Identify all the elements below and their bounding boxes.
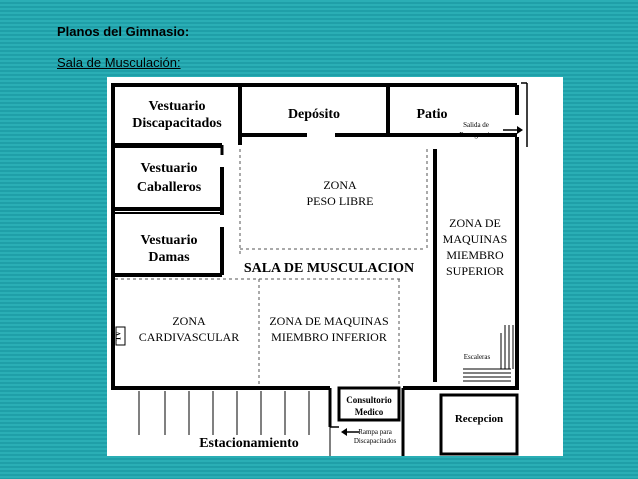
label-sala-musculacion: SALA DE MUSCULACION	[243, 261, 415, 276]
label-vestuario-discapacitados-1: Vestuario	[148, 99, 206, 114]
slide-title: Planos del Gimnasio:	[57, 24, 190, 39]
label-vestuario-caballeros-1: Vestuario	[140, 161, 198, 176]
label-vestuario-damas-1: Vestuario	[140, 233, 198, 248]
label-vestuario-damas-2: Damas	[148, 250, 190, 265]
label-zona-superior-1: ZONA DE	[449, 216, 501, 230]
label-deposito: Depósito	[287, 107, 341, 122]
label-escaleras: Escaleras	[463, 353, 491, 361]
label-estacionamiento: Estacionamiento	[199, 436, 299, 451]
label-consultorio-2: Medico	[354, 407, 384, 417]
label-rampa-2: Discapacitados	[353, 437, 397, 445]
label-recepcion: Recepcion	[454, 413, 504, 425]
label-zona-peso-libre-1: ZONA	[323, 178, 357, 192]
label-zona-inferior-2: MIEMBRO INFERIOR	[271, 330, 387, 344]
label-vestuario-discapacitados-2: Discapacitados	[132, 116, 222, 131]
label-zona-cardio-1: ZONA	[172, 314, 206, 328]
label-vestuario-caballeros-2: Caballeros	[136, 180, 202, 195]
tv-label: TV	[114, 331, 123, 341]
label-salida-1: Salida de	[463, 121, 489, 129]
label-zona-inferior-1: ZONA DE MAQUINAS	[269, 314, 389, 328]
ramp-arrow-icon	[341, 428, 359, 436]
label-rampa-1: Rampa para	[358, 428, 392, 436]
slide-subtitle: Sala de Musculación:	[57, 55, 181, 70]
parking-lines	[139, 391, 309, 435]
label-zona-superior-4: SUPERIOR	[445, 264, 505, 278]
tv-icon	[115, 327, 126, 345]
floor-plan	[107, 77, 563, 456]
label-salida-2: Emergencia	[459, 131, 493, 139]
label-zona-cardio-2: CARDIVASCULAR	[138, 330, 240, 344]
emergency-exit-arrow-icon	[503, 126, 523, 134]
label-patio: Patio	[416, 107, 448, 122]
label-zona-superior-3: MIEMBRO	[446, 248, 504, 262]
label-zona-peso-libre-2: PESO LIBRE	[306, 194, 374, 208]
label-consultorio-1: Consultorio	[346, 395, 392, 405]
label-zona-superior-2: MAQUINAS	[442, 232, 508, 246]
